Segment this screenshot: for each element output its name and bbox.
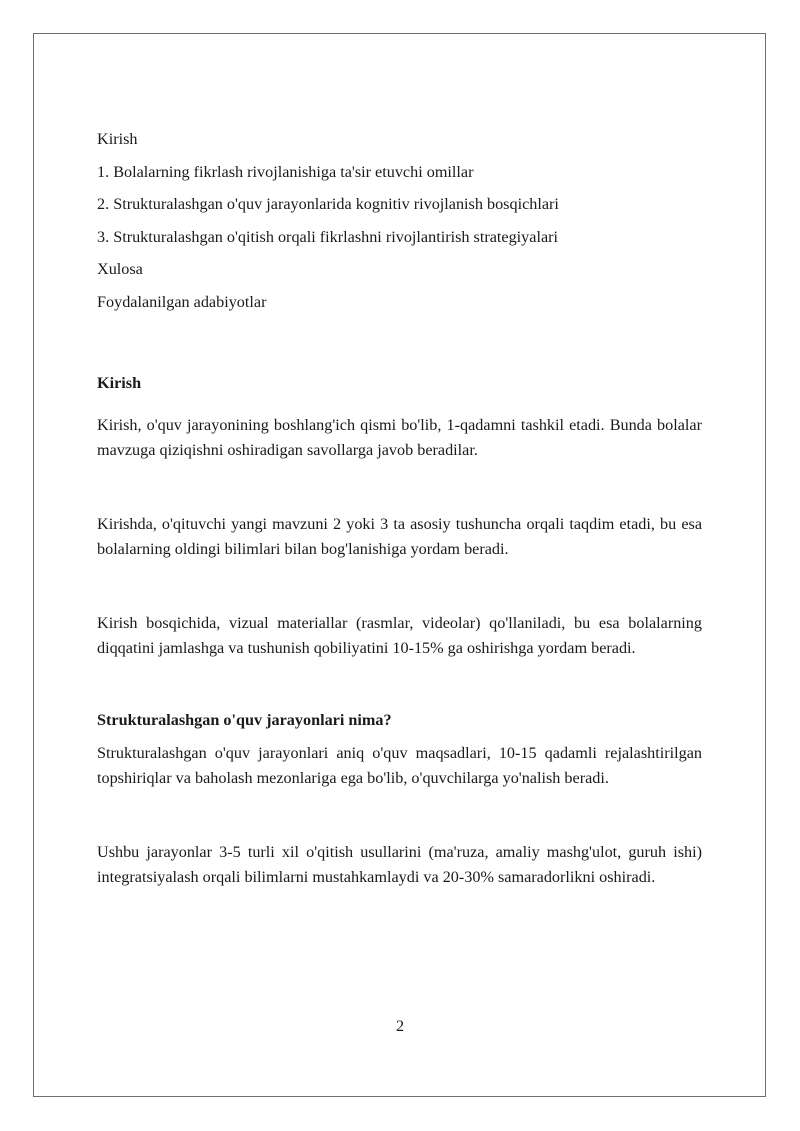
paragraph: Kirish bosqichida, vizual materiallar (rasmlar, videolar) qo'llaniladi, bu esa bolalarning diqqatini jamlashga va tushunish qobiliyatini 10-15% ga oshirishga yordam beradi. (97, 613, 702, 657)
section-heading-intro: Kirish (97, 373, 142, 392)
document-body (97, 127, 702, 890)
toc-item: Xulosa (97, 260, 143, 278)
paragraph: Strukturalashgan o'quv jarayonlari aniq o'quv maqsadlari, 10-15 qadamli rejalashtirilgan topshiriqlar va baholash mezonlariga ega bo'lib, o'quvchilarga yo'nalish beradi. (97, 743, 702, 787)
paragraph: Kirishda, o'qituvchi yangi mavzuni 2 yoki 3 ta asosiy tushuncha orqali taqdim etadi, bu esa bolalarning oldingi bilimlari bilan bog'lanishiga yordam beradi. (97, 514, 702, 558)
paragraph: Ushbu jarayonlar 3-5 turli xil o'qitish usullarini (ma'ruza, amaliy mashg'ulot, guruh ishi) integratsiyalash orqali bilimlarni mustahkamlaydi va 20-30% samaradorlikni oshiradi. (97, 842, 702, 886)
section-heading-structured: Strukturalashgan o'quv jarayonlari nima? (97, 710, 392, 729)
toc-item: 1. Bolalarning fikrlash rivojlanishiga ta'sir etuvchi omillar (97, 162, 474, 181)
table-of-contents (97, 127, 702, 315)
page-number: 2 (395, 1017, 405, 1035)
toc-item: 2. Strukturalashgan o'quv jarayonlarida kognitiv rivojlanish bosqichlari (97, 195, 559, 213)
toc-item: 3. Strukturalashgan o'qitish orqali fikrlashni rivojlantirish strategiyalari (97, 227, 559, 246)
paragraph: Kirish, o'quv jarayonining boshlang'ich qismi bo'lib, 1-qadamni tashkil etadi. Bunda bolalar mavzuga qiziqishni oshiradigan savollarga javob beradilar. (97, 415, 702, 459)
toc-item: Kirish (97, 130, 138, 148)
toc-item: Foydalanilgan adabiyotlar (97, 292, 267, 311)
